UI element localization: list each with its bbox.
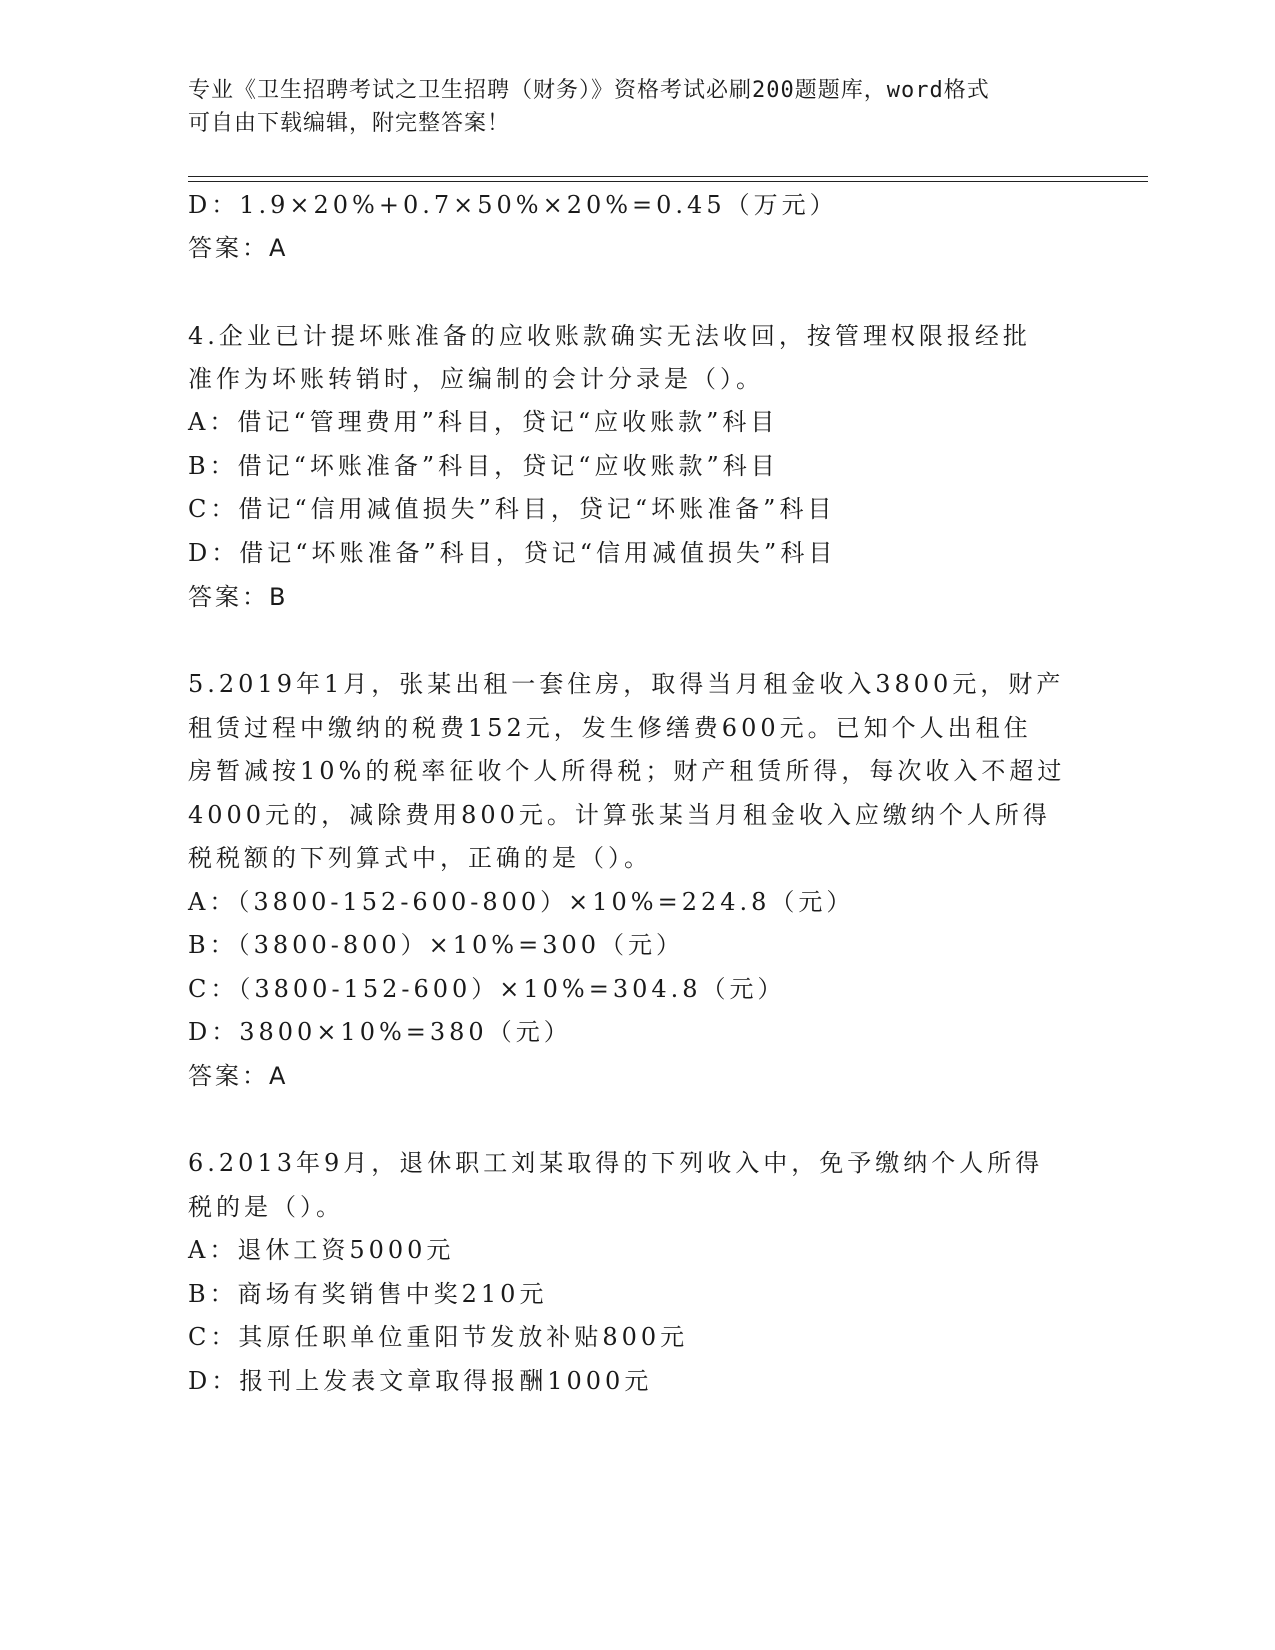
- q3-answer: 答案：A: [188, 234, 289, 262]
- q4-stem-line-2: 准作为坏账转销时，应编制的会计分录是（）。: [188, 365, 764, 393]
- q5-option-a: A：（3800-152-600-800）×10%=224.8（元）: [188, 888, 855, 916]
- q4-answer: 答案：B: [188, 583, 289, 611]
- q3-option-d: D：1.9×20%+0.7×50%×20%=0.45（万元）: [188, 191, 838, 219]
- q6-option-a: A：退休工资5000元: [188, 1236, 455, 1264]
- q4-stem-line-1: 4.企业已计提坏账准备的应收账款确实无法收回，按管理权限报经批: [188, 322, 1031, 350]
- q5-answer: 答案：A: [188, 1062, 289, 1090]
- q4-option-b: B：借记“坏账准备”科目，贷记“应收账款”科目: [188, 452, 779, 480]
- q4-option-c: C：借记“信用减值损失”科目，贷记“坏账准备”科目: [188, 495, 836, 523]
- q4-option-d: D：借记“坏账准备”科目，贷记“信用减值损失”科目: [188, 539, 837, 567]
- q6-stem-line-1: 6.2013年9月，退休职工刘某取得的下列收入中，免予缴纳个人所得: [188, 1149, 1044, 1177]
- header-line-2: 可自由下载编辑，附完整答案！: [188, 111, 511, 136]
- q4-option-a: A：借记“管理费用”科目，贷记“应收账款”科目: [188, 408, 779, 436]
- header-divider-top: [188, 176, 1148, 177]
- header-divider-bottom: [188, 181, 1148, 182]
- q6-stem-line-2: 税的是（）。: [188, 1193, 344, 1221]
- q5-stem-line-3: 房暂减按10%的税率征收个人所得税；财产租赁所得，每次收入不超过: [188, 757, 1066, 785]
- q5-option-b: B：（3800-800）×10%=300（元）: [188, 931, 685, 959]
- q5-stem-line-2: 租赁过程中缴纳的税费152元，发生修缮费600元。已知个人出租住: [188, 714, 1032, 742]
- document-header: [188, 74, 1088, 140]
- q5-stem-line-5: 税税额的下列算式中，正确的是（）。: [188, 844, 652, 872]
- q5-option-c: C：（3800-152-600）×10%=304.8（元）: [188, 975, 786, 1003]
- q5-stem-line-4: 4000元的，减除费用800元。计算张某当月租金收入应缴纳个人所得: [188, 801, 1051, 829]
- q6-option-b: B：商场有奖销售中奖210元: [188, 1280, 548, 1308]
- q6-option-c: C：其原任职单位重阳节发放补贴800元: [188, 1323, 689, 1351]
- q5-option-d: D：3800×10%=380（元）: [188, 1018, 572, 1046]
- header-line-1: 专业《卫生招聘考试之卫生招聘（财务）》资格考试必刷200题题库，word格式: [188, 78, 990, 103]
- q6-option-d: D：报刊上发表文章取得报酬1000元: [188, 1367, 653, 1395]
- q5-stem-line-1: 5.2019年1月，张某出租一套住房，取得当月租金收入3800元，财产: [188, 670, 1065, 698]
